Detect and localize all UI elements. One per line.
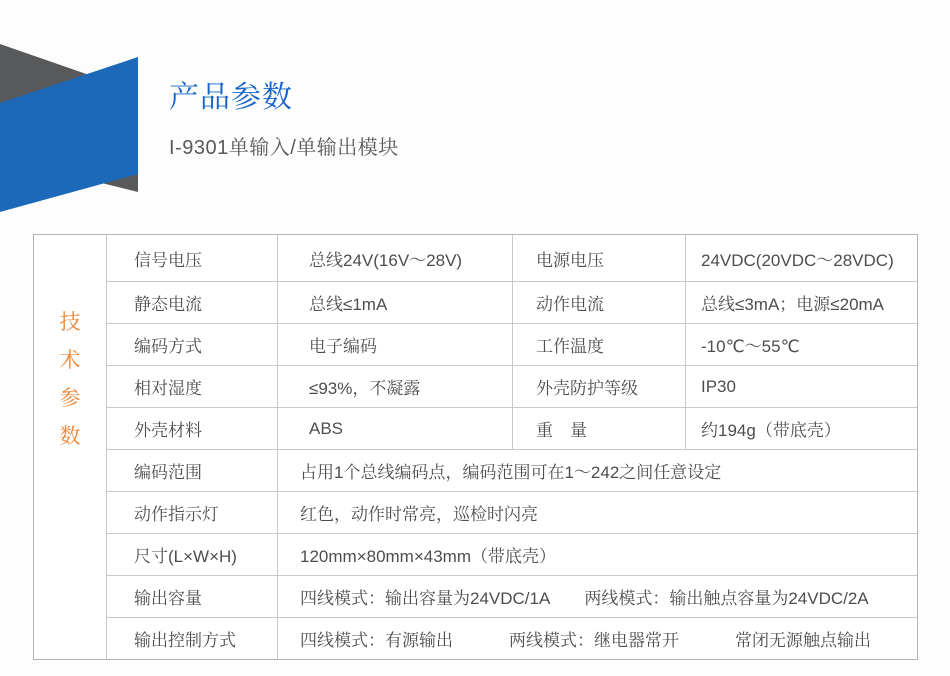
param-value: 电子编码 bbox=[277, 323, 512, 365]
param-label: 动作电流 bbox=[512, 281, 685, 323]
param-value: 120mm×80mm×43mm（带底壳） bbox=[277, 533, 917, 575]
param-value: 24VDC(20VDC～28VDC) bbox=[685, 235, 917, 281]
side-header-technical-parameters bbox=[34, 235, 106, 659]
param-label: 信号电压 bbox=[106, 235, 277, 281]
param-label: 编码方式 bbox=[106, 323, 277, 365]
param-value-segment: 四线模式：输出容量为24VDC/1A bbox=[300, 589, 551, 608]
header-decoration bbox=[0, 0, 160, 230]
param-value: 总线24V(16V～28V) bbox=[277, 235, 512, 281]
param-value: 占用1个总线编码点，编码范围可在1～242之间任意设定 bbox=[277, 449, 917, 491]
param-label: 动作指示灯 bbox=[106, 491, 277, 533]
param-value-segment: 四线模式：有源输出 bbox=[300, 631, 453, 650]
param-value: -10℃～55℃ bbox=[685, 323, 917, 365]
param-value-segment: 两线模式：继电器常开 bbox=[509, 631, 679, 650]
param-label: 外壳防护等级 bbox=[512, 365, 685, 407]
side-header-char: 术 bbox=[59, 349, 81, 372]
side-header-char: 数 bbox=[59, 425, 81, 448]
param-label: 输出容量 bbox=[106, 575, 277, 617]
param-label: 编码范围 bbox=[106, 449, 277, 491]
param-value: 红色，动作时常亮，巡检时闪亮 bbox=[277, 491, 917, 533]
page-title: 产品参数 bbox=[169, 81, 293, 114]
param-value-segment: 两线模式：输出触点容量为24VDC/2A bbox=[584, 589, 869, 608]
param-value: 总线≤1mA bbox=[277, 281, 512, 323]
param-label: 静态电流 bbox=[106, 281, 277, 323]
param-label: 重 量 bbox=[512, 407, 685, 449]
spec-table bbox=[33, 234, 918, 660]
side-header-char: 技 bbox=[59, 311, 81, 334]
product-model-subtitle: I-9301单输入/单输出模块 bbox=[169, 137, 399, 159]
param-label: 尺寸(L×W×H) bbox=[106, 533, 277, 575]
param-value bbox=[277, 575, 917, 617]
param-label: 输出控制方式 bbox=[106, 617, 277, 659]
param-value: 总线≤3mA；电源≤20mA bbox=[685, 281, 917, 323]
param-value: ≤93%，不凝露 bbox=[277, 365, 512, 407]
param-value-segment: 常闭无源触点输出 bbox=[735, 631, 871, 650]
param-label: 工作温度 bbox=[512, 323, 685, 365]
side-header-char: 参 bbox=[59, 387, 81, 410]
param-value: ABS bbox=[277, 407, 512, 449]
param-label: 电源电压 bbox=[512, 235, 685, 281]
param-value: 约194g（带底壳） bbox=[685, 407, 917, 449]
param-label: 外壳材料 bbox=[106, 407, 277, 449]
param-value bbox=[277, 617, 917, 659]
param-value: IP30 bbox=[685, 365, 917, 407]
param-label: 相对湿度 bbox=[106, 365, 277, 407]
